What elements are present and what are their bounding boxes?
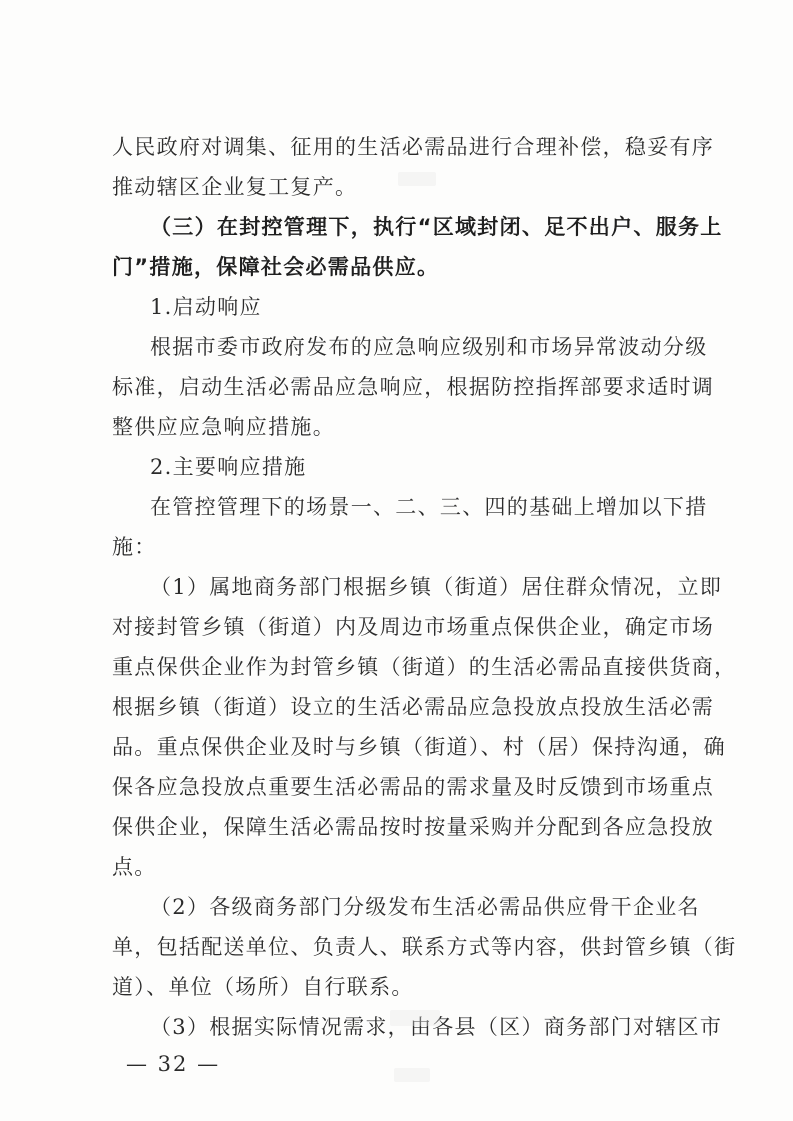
scan-artifact [398,172,436,186]
body-text-line: 品。重点保供企业及时与乡镇（街道）、村（居）保持沟通，确 [112,735,726,759]
body-text-line: 在管控管理下的场景一、二、三、四的基础上增加以下措 [150,495,708,519]
body-text-line: 根据市委市政府发布的应急响应级别和市场异常波动分级 [150,335,708,359]
body-text-line: 重点保供企业作为封管乡镇（街道）的生活必需品直接供货商， [112,655,737,679]
body-text-line: 道）、单位（场所）自行联系。 [112,975,414,999]
body-text-line: 对接封管乡镇（街道）内及周边市场重点保供企业，确定市场 [112,615,715,639]
body-text-line: 施： [112,535,157,559]
section-heading-line: 门”措施，保障社会必需品供应。 [112,255,440,279]
subheading: 1.启动响应 [150,295,262,319]
body-text-line: 保供企业，保障生活必需品按时按量采购并分配到各应急投放 [112,815,715,839]
scan-artifact [394,1068,430,1082]
body-text-line: 推动辖区企业复工复产。 [112,175,358,199]
body-text-line: 保各应急投放点重要生活必需品的需求量及时反馈到市场重点 [112,775,715,799]
body-text-line: 点。 [112,855,157,879]
body-text-line: （1）属地商务部门根据乡镇（街道）居住群众情况，立即 [150,575,723,599]
scan-artifact [390,1010,440,1026]
page-number: — 32 — [126,1052,221,1076]
body-text-line: 标准，启动生活必需品应急响应，根据防控指挥部要求适时调 [112,375,715,399]
section-heading-line: （三）在封控管理下，执行“区域封闭、足不出户、服务上 [150,215,723,239]
subheading: 2.主要响应措施 [150,455,307,479]
body-text-line: 根据乡镇（街道）设立的生活必需品应急投放点投放生活必需 [112,695,715,719]
body-text-line: 人民政府对调集、征用的生活必需品进行合理补偿，稳妥有序 [112,135,715,159]
body-text-line: 整供应应急响应措施。 [112,415,335,439]
body-text-line: （2）各级商务部门分级发布生活必需品供应骨干企业名 [150,895,700,919]
body-text-line: （3）根据实际情况需求，由各县（区）商务部门对辖区市 [150,1015,723,1039]
body-text-line: 单，包括配送单位、负责人、联系方式等内容，供封管乡镇（街 [112,935,737,959]
